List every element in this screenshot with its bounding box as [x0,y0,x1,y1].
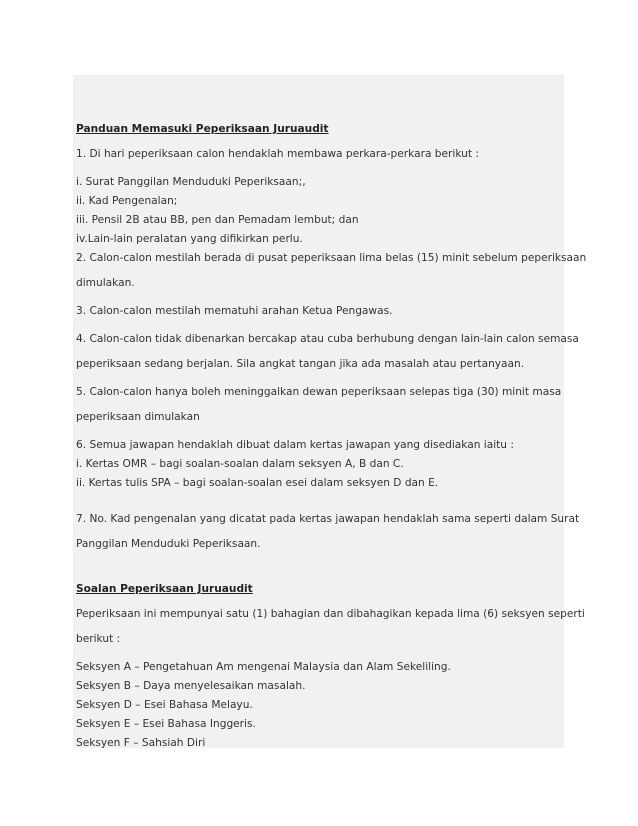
section1-heading: Panduan Memasuki Peperiksaan Juruaudit [76,123,329,135]
exam-line: Seksyen D – Esei Bahasa Melayu. [76,699,253,711]
instruction-line: i. Kertas OMR – bagi soalan-soalan dalam seksyen A, B dan C. [76,458,404,470]
exam-line: Seksyen E – Esei Bahasa Inggeris. [76,718,256,730]
instruction-line: 4. Calon-calon tidak dibenarkan bercakap atau cuba berhubung dengan lain-lain calon semasa [76,333,579,345]
instruction-line: iv.Lain-lain peralatan yang difikirkan perlu. [76,233,303,245]
exam-line: berikut : [76,633,121,645]
document-content [76,120,587,753]
instruction-line: 2. Calon-calon mestilah berada di pusat peperiksaan lima belas (15) minit sebelum peperiksaan [76,252,587,264]
exam-line: Seksyen A – Pengetahuan Am mengenai Malaysia dan Alam Sekeliling. [76,661,451,673]
section2-heading: Soalan Peperiksaan Juruaudit [76,583,253,595]
instruction-line: peperiksaan sedang berjalan. Sila angkat tangan jika ada masalah atau pertanyaan. [76,358,525,370]
instruction-line: 1. Di hari peperiksaan calon hendaklah membawa perkara-perkara berikut : [76,148,479,160]
instruction-line: Panggilan Menduduki Peperiksaan. [76,538,261,550]
instruction-line: 6. Semua jawapan hendaklah dibuat dalam kertas jawapan yang disediakan iaitu : [76,439,514,451]
exam-line: Peperiksaan ini mempunyai satu (1) bahagian dan dibahagikan kepada lima (6) seksyen seperti [76,608,585,620]
instruction-line: peperiksaan dimulakan [76,411,200,423]
instruction-line: ii. Kertas tulis SPA – bagi soalan-soalan esei dalam seksyen D dan E. [76,477,439,489]
exam-line: Seksyen B – Daya menyelesaikan masalah. [76,680,306,692]
instruction-line: dimulakan. [76,277,135,289]
instruction-line: iii. Pensil 2B atau BB, pen dan Pemadam lembut; dan [76,214,359,226]
instruction-line: ii. Kad Pengenalan; [76,195,178,207]
exam-line: Seksyen F – Sahsiah Diri [76,737,206,749]
instruction-line: 3. Calon-calon mestilah mematuhi arahan Ketua Pengawas. [76,305,393,317]
instruction-line: 7. No. Kad pengenalan yang dicatat pada kertas jawapan hendaklah sama seperti dalam Surat [76,513,580,525]
instruction-line: i. Surat Panggilan Menduduki Peperiksaan;, [76,176,306,188]
instruction-line: 5. Calon-calon hanya boleh meninggalkan dewan peperiksaan selepas tiga (30) minit masa [76,386,562,398]
